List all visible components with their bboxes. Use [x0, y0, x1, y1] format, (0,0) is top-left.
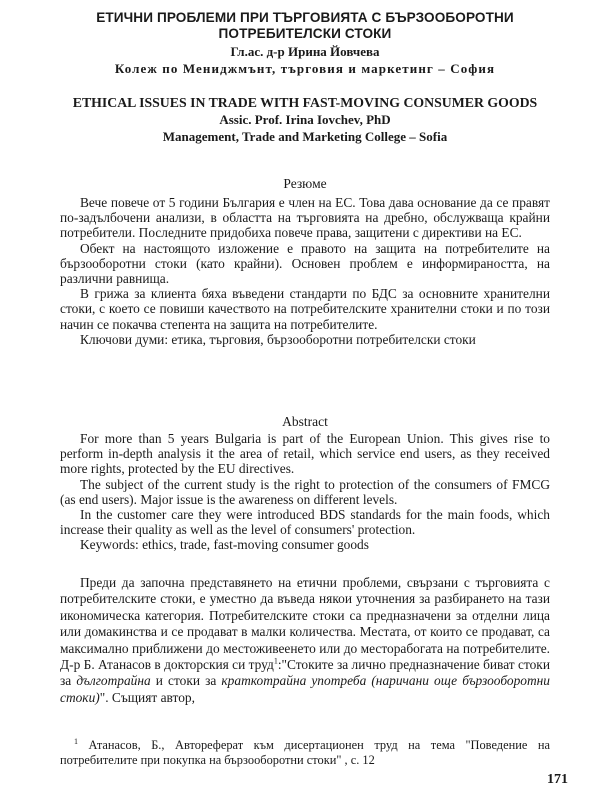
title-bulgarian-line-2: ПОТРЕБИТЕЛСКИ СТОКИ — [218, 26, 392, 41]
abstract-keywords: Keywords: ethics, trade, fast-moving consumer goods — [80, 537, 369, 553]
footnote-text: Атанасов, Б., Автореферат към дисертационен труд на тема "Поведение на потребителите при покупка на бързооборотни стоки" , с. 12 — [60, 738, 550, 767]
author-english: Assic. Prof. Irina Iovchev, PhD — [219, 112, 391, 127]
abstract-paragraph: The subject of the current study is the right to protection of the consumers of FMCG (as end users). Major issue is the awareness on different levels. — [60, 476, 550, 507]
italic-term: дълготрайна — [76, 673, 151, 689]
resume-heading: Резюме — [283, 176, 327, 191]
footnote-number: 1 — [74, 736, 78, 746]
college-english: Management, Trade and Marketing College – Sofia — [162, 129, 448, 144]
main-text-part: Преди да започна представянето на етични проблеми, свързани с търговията с потребителските стоки, е уместно да въведа някои уточнения за разбирането на тази икономическа категория. Потребителските стоки са предназначени за отделни лица или домакинства и се продават в малки количества. Местата, от които се продават, са максимално приближени до местоживеенето или до месторабогата на потребителите. Д-р Б. Атанасов в докторския си труд — [60, 575, 550, 673]
main-text-part: ". Същият автор, — [99, 689, 195, 705]
abstract-paragraph: In the customer care they were introduced BDS standards for the main foods, which increase their quality as well as the level of consumers' protection. — [60, 507, 550, 538]
college-bulgarian: Колеж по Мениджмънт, търговия и маркетинг – София — [114, 61, 496, 76]
title-bulgarian-line-1: ЕТИЧНИ ПРОБЛЕМИ ПРИ ТЪРГОВИЯТА С БЪРЗООБОРОТНИ — [96, 10, 514, 25]
resume-paragraph: В грижа за клиента бяха въведени стандарти по БДС за основните хранителни стоки, с което се повиши качеството на потребителските хранителни стоки и по този начин се покачва степента на защита на потребителите. — [60, 286, 550, 332]
abstract-paragraph: For more than 5 years Bulgaria is part of the European Union. This gives rise to perform in-depth analysis it the area of retail, which service end users, as they received more rights, protected by the EU directives. — [60, 431, 550, 477]
title-bulgarian — [60, 10, 550, 42]
abstract-heading: Abstract — [282, 414, 328, 429]
page-number: 171 — [547, 772, 568, 787]
main-text-part: :"Стоките за лично предназначение биват стоки за — [60, 657, 550, 689]
abstract-body — [60, 431, 550, 553]
footnote — [60, 738, 550, 768]
author-bulgarian: Гл.ас. д-р Ирина Йовчева — [230, 44, 380, 59]
resume-paragraph: Обект на настоящото изложение е правото на защита на потребителите на бързооборотни стоки (като крайни). Основен проблем е информираността, на различни равнища. — [60, 240, 550, 287]
resume-body — [60, 195, 550, 347]
italic-term: краткотрайна употреба (наричани още бързооборотни стоки) — [60, 673, 550, 705]
title-english: ETHICAL ISSUES IN TRADE WITH FAST-MOVING CONSUMER GOODS — [72, 95, 538, 110]
resume-paragraph: Вече повече от 5 години България е член на ЕС. Това дава основание да се правят по-задълбочени анализи, в областта на търговията на дребно, обслужваща крайни потребители. Последните придобиха повече права, защитени с директиви на ЕС. — [60, 195, 550, 241]
main-paragraph — [60, 575, 550, 706]
main-text — [60, 575, 550, 706]
footnote-reference[interactable]: 1 — [273, 656, 278, 666]
resume-keywords: Ключови думи: етика, търговия, бързооборотни потребителски стоки — [80, 331, 476, 347]
main-text-part: и стоки за — [150, 673, 222, 689]
